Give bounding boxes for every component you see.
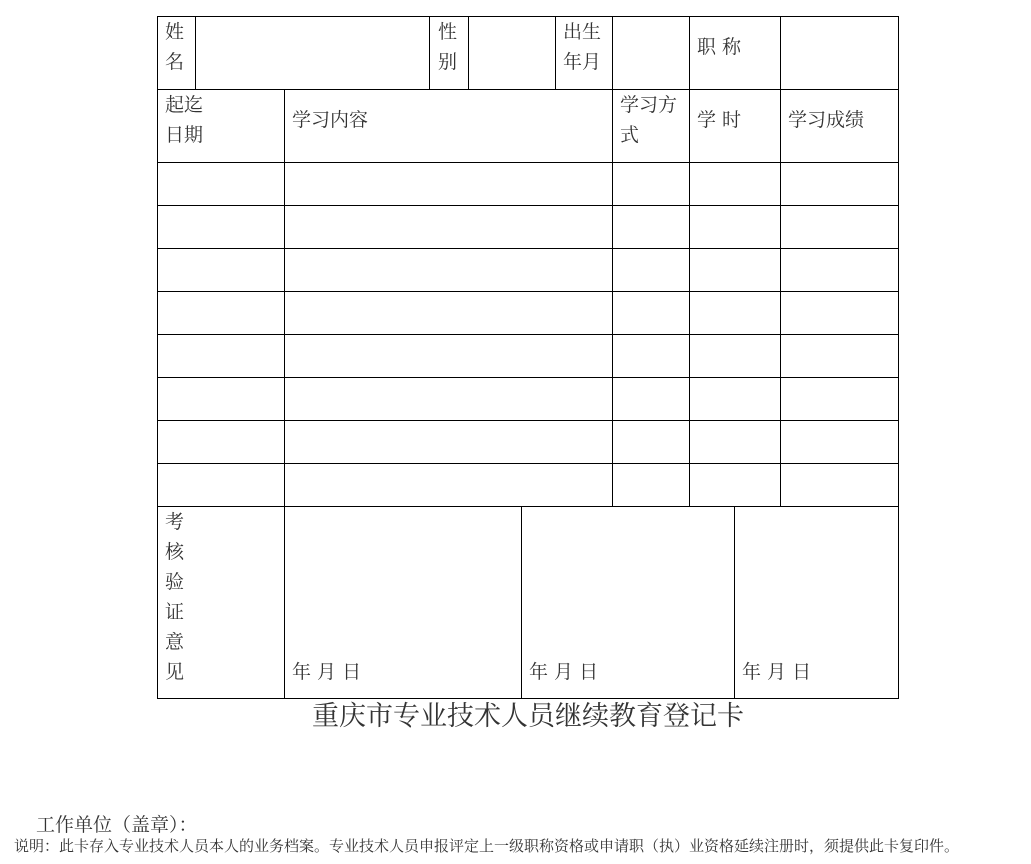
name-label-char: 姓 xyxy=(165,21,185,43)
method-header-line: 式 xyxy=(620,124,640,146)
form-title: 重庆市专业技术人员继续教育登记卡 xyxy=(312,701,744,732)
grid-line xyxy=(157,248,899,249)
grid-line xyxy=(429,16,430,90)
grid-line xyxy=(555,16,556,90)
grid-line xyxy=(157,16,158,699)
grid-line xyxy=(734,506,735,699)
grid-line xyxy=(689,89,690,507)
name-label-char: 名 xyxy=(165,51,185,73)
grid-line xyxy=(157,334,899,335)
review-label-char: 见 xyxy=(165,661,185,683)
grid-line xyxy=(157,291,899,292)
review-date-3: 年 月 日 xyxy=(742,661,812,683)
review-label-char: 核 xyxy=(165,541,185,563)
grid-line xyxy=(284,89,285,699)
score-header: 学习成绩 xyxy=(788,109,865,131)
grid-line xyxy=(157,420,899,421)
grid-line xyxy=(780,89,781,507)
method-header-line: 学习方 xyxy=(620,94,678,116)
gender-field[interactable] xyxy=(469,17,555,89)
grid-line xyxy=(157,506,899,507)
review-label-char: 证 xyxy=(165,601,185,623)
birth-label xyxy=(563,17,601,77)
review-date-2: 年 月 日 xyxy=(529,661,599,683)
grid-line xyxy=(157,162,899,163)
review-label-char: 考 xyxy=(165,511,185,533)
name-label xyxy=(165,17,184,77)
content-header: 学习内容 xyxy=(292,109,369,131)
grid-line xyxy=(521,506,522,699)
period-header xyxy=(165,90,203,150)
grid-line xyxy=(157,205,899,206)
grid-line xyxy=(157,698,899,699)
hours-header: 学 时 xyxy=(697,109,742,131)
grid-line xyxy=(898,16,899,699)
note-text: 说明：此卡存入专业技术人员本人的业务档案。专业技术人员申报评定上一级职称资格或申请职（执）业资格延续注册时，须提供此卡复印件。 xyxy=(14,837,960,855)
review-label-char: 意 xyxy=(165,631,185,653)
birth-field[interactable] xyxy=(613,17,689,89)
employer-label: 工作单位（盖章）： xyxy=(36,814,198,836)
grid-line xyxy=(689,16,690,90)
title-field[interactable] xyxy=(781,17,898,89)
grid-line xyxy=(157,89,899,90)
gender-label xyxy=(438,17,457,77)
method-header xyxy=(620,90,677,150)
gender-label-char: 性 xyxy=(438,21,458,43)
birth-label-line: 年月 xyxy=(563,51,602,73)
gender-label-char: 别 xyxy=(438,51,458,73)
period-header-line: 起迄 xyxy=(165,94,204,116)
birth-label-line: 出生 xyxy=(563,21,602,43)
review-label xyxy=(165,507,184,687)
review-date-1: 年 月 日 xyxy=(292,661,362,683)
name-field[interactable] xyxy=(196,17,429,89)
grid-line xyxy=(157,463,899,464)
grid-line xyxy=(612,89,613,507)
title-label: 职 称 xyxy=(697,36,742,58)
review-label-char: 验 xyxy=(165,571,185,593)
grid-line xyxy=(157,377,899,378)
period-header-line: 日期 xyxy=(165,124,204,146)
